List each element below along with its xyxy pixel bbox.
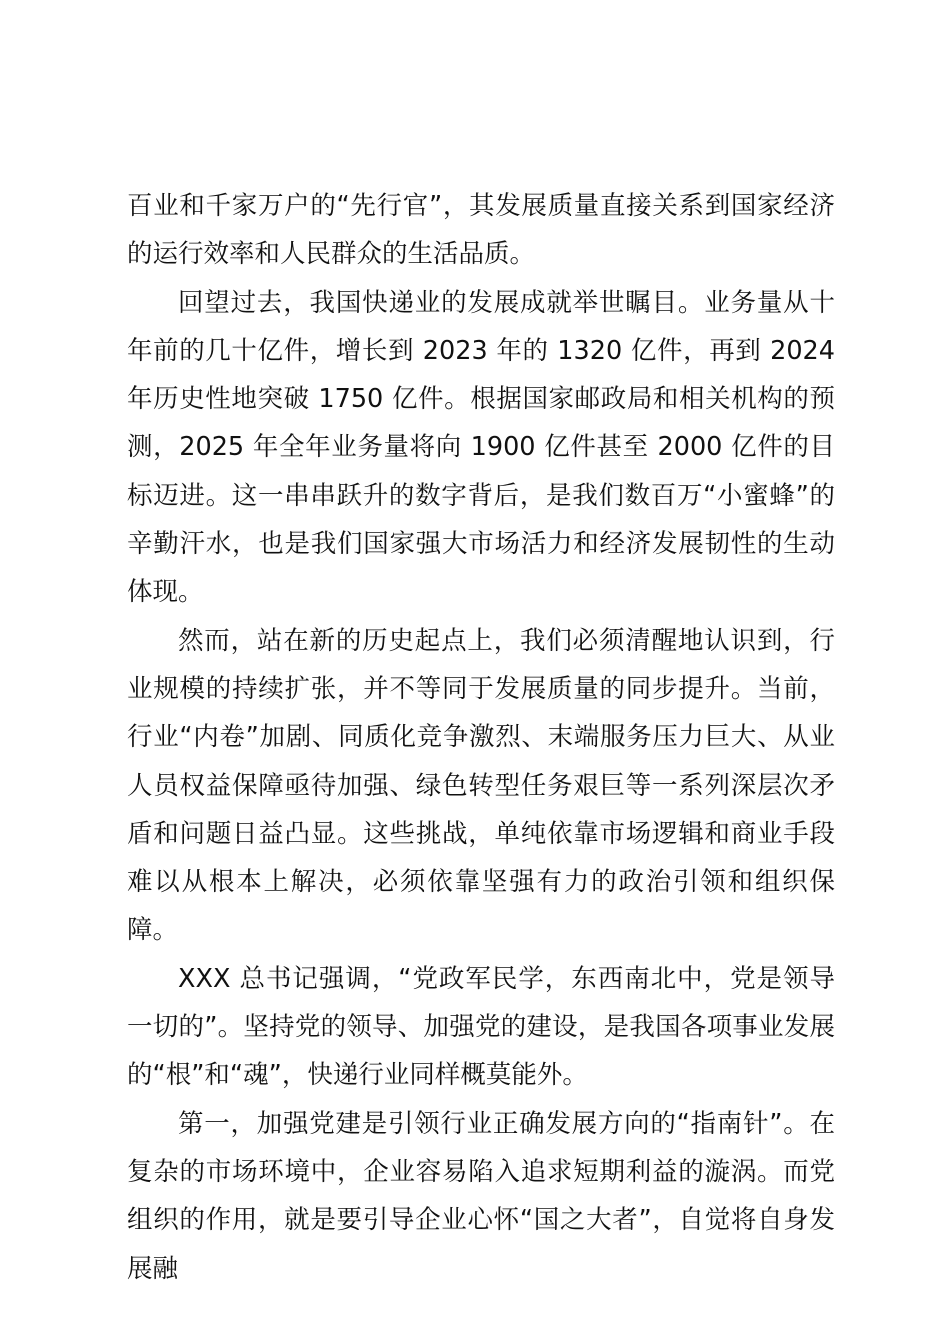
paragraph-4: XXX 总书记强调，“党政军民学，东西南北中，党是领导一切的”。坚持党的领导、加强党的建设，是我国各项事业发展的“根”和“魂”，快递行业同样概莫能外。 bbox=[127, 963, 835, 1091]
paragraph-5: 第一，加强党建是引领行业正确发展方向的“指南针”。在复杂的市场环境中，企业容易陷入追求短期利益的漩涡。而党组织的作用，就是要引导企业心怀“国之大者”，自觉将自身发展融 bbox=[127, 1108, 835, 1284]
paragraph-2: 回望过去，我国快递业的发展成就举世瞩目。业务量从十年前的几十亿件，增长到 2023 年的 1320 亿件，再到 2024 年历史性地突破 1750 亿件。根据国家邮政局和相关机构的预测，2025 年全年业务量将向 1900 亿件甚至 2000 亿件的目标迈进。这一串串跃升的数字背后，是我们数百万“小蜜蜂”的辛勤汗水，也是我们国家强大市场活力和经济发展韧性的生动体现。 bbox=[127, 287, 835, 608]
document-body bbox=[127, 182, 835, 1293]
paragraph-1: 百业和千家万户的“先行官”，其发展质量直接关系到国家经济的运行效率和人民群众的生活品质。 bbox=[127, 191, 835, 270]
paragraph-3: 然而，站在新的历史起点上，我们必须清醒地认识到，行业规模的持续扩张，并不等同于发展质量的同步提升。当前，行业“内卷”加剧、同质化竞争激烈、末端服务压力巨大、从业人员权益保障亟待加强、绿色转型任务艰巨等一系列深层次矛盾和问题日益凸显。这些挑战，单纯依靠市场逻辑和商业手段难以从根本上解决，必须依靠坚强有力的政治引领和组织保障。 bbox=[127, 625, 835, 946]
